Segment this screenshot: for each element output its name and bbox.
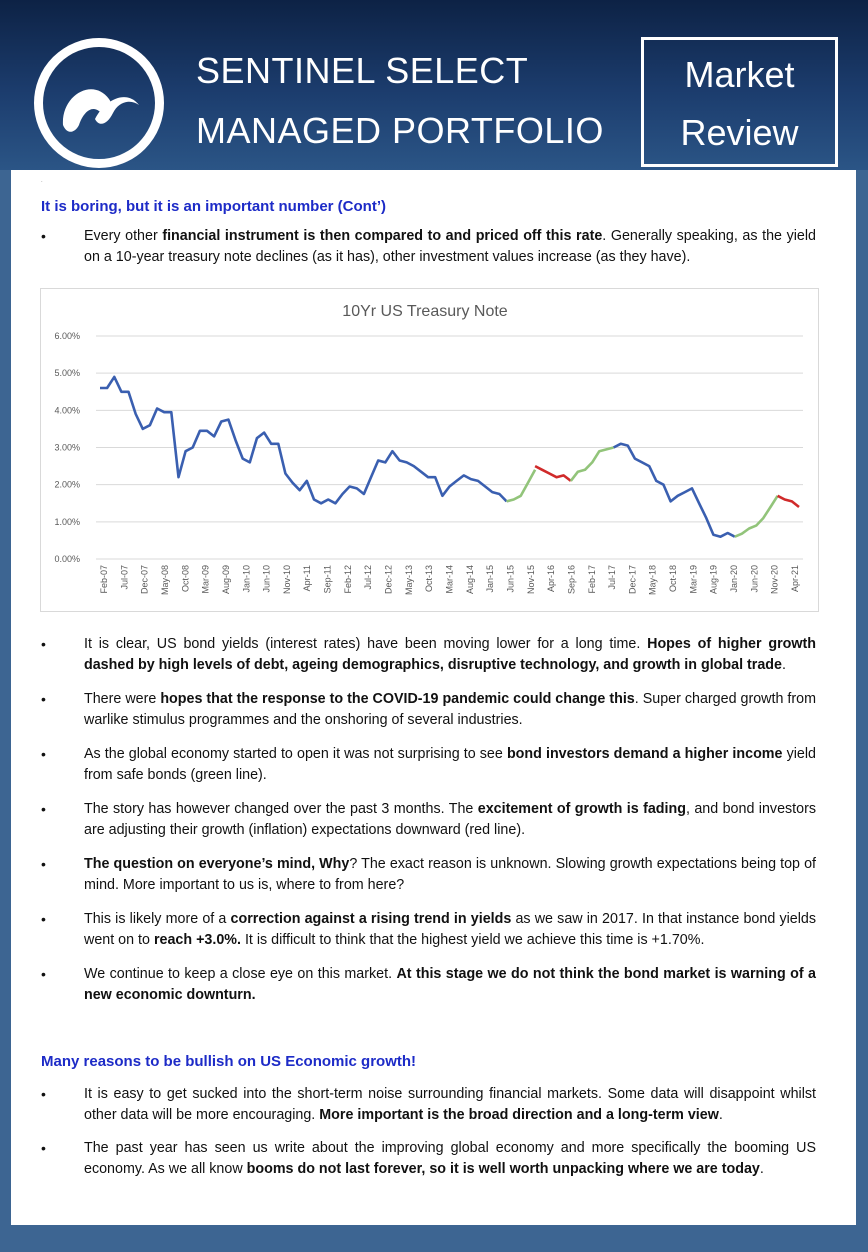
logo <box>34 38 164 168</box>
bullet-icon: • <box>41 746 46 762</box>
x-tick-label: Apr-21 <box>790 565 800 593</box>
bullet-7 <box>41 964 816 1006</box>
x-tick-label: Jul-17 <box>607 565 618 590</box>
x-tick-label: Jul-12 <box>363 565 374 590</box>
x-tick-label: Dec-17 <box>627 565 638 595</box>
bullet-icon: • <box>41 228 46 244</box>
x-tick-label: Apr-11 <box>302 565 313 592</box>
bullet-text: The story has however changed over the past 3 months. The excitement of growth is fading, and bond investors are adjusting their growth (inflation) expectations downward (red line). <box>84 801 816 838</box>
y-tick-label: 1.00% <box>54 516 80 527</box>
bullet-text: As the global economy started to open it was not surprising to see bond investors demand a higher income yield from safe bonds (green line). <box>84 746 816 783</box>
bullet-9 <box>41 1138 816 1180</box>
x-tick-label: Mar-09 <box>200 565 211 594</box>
x-tick-label: Oct-13 <box>424 565 435 593</box>
title-line-1: SENTINEL SELECT <box>196 50 529 91</box>
bullet-icon: • <box>41 856 46 872</box>
bullet-2 <box>41 689 816 731</box>
y-tick-label: 4.00% <box>54 405 80 416</box>
wave-logo-icon <box>43 47 155 159</box>
series-line <box>535 466 571 481</box>
y-tick-label: 0.00% <box>54 554 80 564</box>
x-tick-label: Oct-18 <box>668 565 679 593</box>
x-tick-label: Mar-14 <box>444 565 455 594</box>
bullet-5 <box>41 854 816 896</box>
bullet-text: Every other financial instrument is then compared to and priced off this rate. Generally speaking, as the yield on a 10-year treasury note declines (as it has), other investment values increase (as they have). <box>84 228 816 265</box>
x-tick-label: May-08 <box>159 565 170 596</box>
chart-title: 10Yr US Treasury Note <box>342 303 508 320</box>
bullet-8 <box>41 1084 816 1126</box>
x-tick-label: May-18 <box>647 565 658 596</box>
bullet-icon: • <box>41 636 46 652</box>
x-tick-label: Oct-08 <box>180 565 191 593</box>
series-line <box>778 496 799 507</box>
bullet-icon: • <box>41 801 46 817</box>
x-tick-label: Jun-20 <box>749 565 760 593</box>
x-tick-label: Dec-07 <box>139 565 150 595</box>
market-review-badge <box>641 37 838 167</box>
section-heading-2: Many reasons to be bullish on US Economic growth! <box>41 1053 417 1070</box>
x-tick-label: Feb-12 <box>342 565 353 594</box>
x-tick-label: Aug-14 <box>464 565 475 595</box>
bullet-1 <box>41 634 816 676</box>
y-tick-label: 5.00% <box>54 368 80 379</box>
section-heading-1: It is boring, but it is an important number (Cont’) <box>41 198 386 215</box>
x-tick-label: Sep-11 <box>322 565 333 594</box>
bullet-6 <box>41 909 816 951</box>
x-tick-label: Aug-09 <box>220 565 231 595</box>
series-line <box>614 444 735 537</box>
x-tick-label: Feb-07 <box>99 565 109 594</box>
x-tick-label: Aug-19 <box>708 565 719 595</box>
series-line <box>507 470 535 502</box>
header-banner <box>0 0 868 170</box>
bullet-3 <box>41 744 816 786</box>
x-tick-label: Apr-16 <box>546 565 557 593</box>
dot-marker: . <box>41 178 43 184</box>
x-tick-label: May-13 <box>403 565 414 596</box>
y-tick-label: 6.00% <box>54 331 80 341</box>
x-tick-label: Jan-10 <box>241 565 252 593</box>
bullet-icon: • <box>41 911 46 927</box>
x-tick-label: Nov-10 <box>281 565 292 595</box>
x-tick-label: Jan-15 <box>485 565 496 593</box>
x-tick-label: Mar-19 <box>688 565 699 594</box>
bullet-text: This is likely more of a correction against a rising trend in yields as we saw in 2017. In that instance bond yields went on to reach +3.0%. It is difficult to think that the highest yield we achieve this time is +1.70%. <box>84 911 816 948</box>
x-tick-label: Jan-20 <box>729 565 740 593</box>
y-tick-label: 3.00% <box>54 442 80 453</box>
bullet-text: The past year has seen us write about the improving global economy and more specifically the booming US economy. As we all know booms do not last forever, so it is well worth unpacking where we are today. <box>84 1140 816 1177</box>
series-line <box>571 448 614 481</box>
x-tick-label: Feb-17 <box>586 565 597 594</box>
x-tick-label: Nov-15 <box>525 565 536 595</box>
bullet-icon: • <box>41 691 46 707</box>
bullet-text: The question on everyone’s mind, Why? The exact reason is unknown. Slowing growth expectations being top of mind. More important to us is, where to from here? <box>84 856 817 893</box>
title-line-2: MANAGED PORTFOLIO <box>196 110 604 151</box>
bullet-text: It is clear, US bond yields (interest rates) have been moving lower for a long time. Hopes of higher growth dashed by high levels of debt, ageing demographics, disruptive technology, and growth in global trade. <box>84 636 817 673</box>
y-tick-label: 2.00% <box>54 479 80 490</box>
bullet-icon: • <box>41 1140 46 1156</box>
treasury-chart <box>40 288 819 612</box>
chart-canvas <box>41 289 820 613</box>
x-tick-label: Nov-20 <box>769 565 780 595</box>
x-tick-label: Jun-15 <box>505 565 516 593</box>
badge-line-1: Market <box>684 54 795 95</box>
x-tick-label: Sep-16 <box>566 565 577 595</box>
badge-line-2: Review <box>680 112 799 153</box>
bullet-text: There were hopes that the response to the COVID-19 pandemic could change this. Super charged growth from warlike stimulus programmes and the onshoring of several industries. <box>84 691 816 728</box>
bullet-text: It is easy to get sucked into the short-term noise surrounding financial markets. Some data will disappoint whilst other data will be more encouraging. More important is the broad direction and a long-term view. <box>84 1086 816 1123</box>
bullet-4 <box>41 799 816 841</box>
bullet-text: We continue to keep a close eye on this market. At this stage we do not think the bond market is warning of a new economic downturn. <box>84 966 816 1003</box>
x-tick-label: Dec-12 <box>383 565 394 595</box>
x-tick-label: Jul-07 <box>119 565 130 590</box>
bullet-icon: • <box>41 966 46 982</box>
x-tick-label: Jun-10 <box>261 565 272 593</box>
intro-bullet <box>41 226 816 268</box>
bullet-icon: • <box>41 1086 46 1102</box>
page-content <box>11 170 856 1225</box>
series-line <box>735 496 778 537</box>
